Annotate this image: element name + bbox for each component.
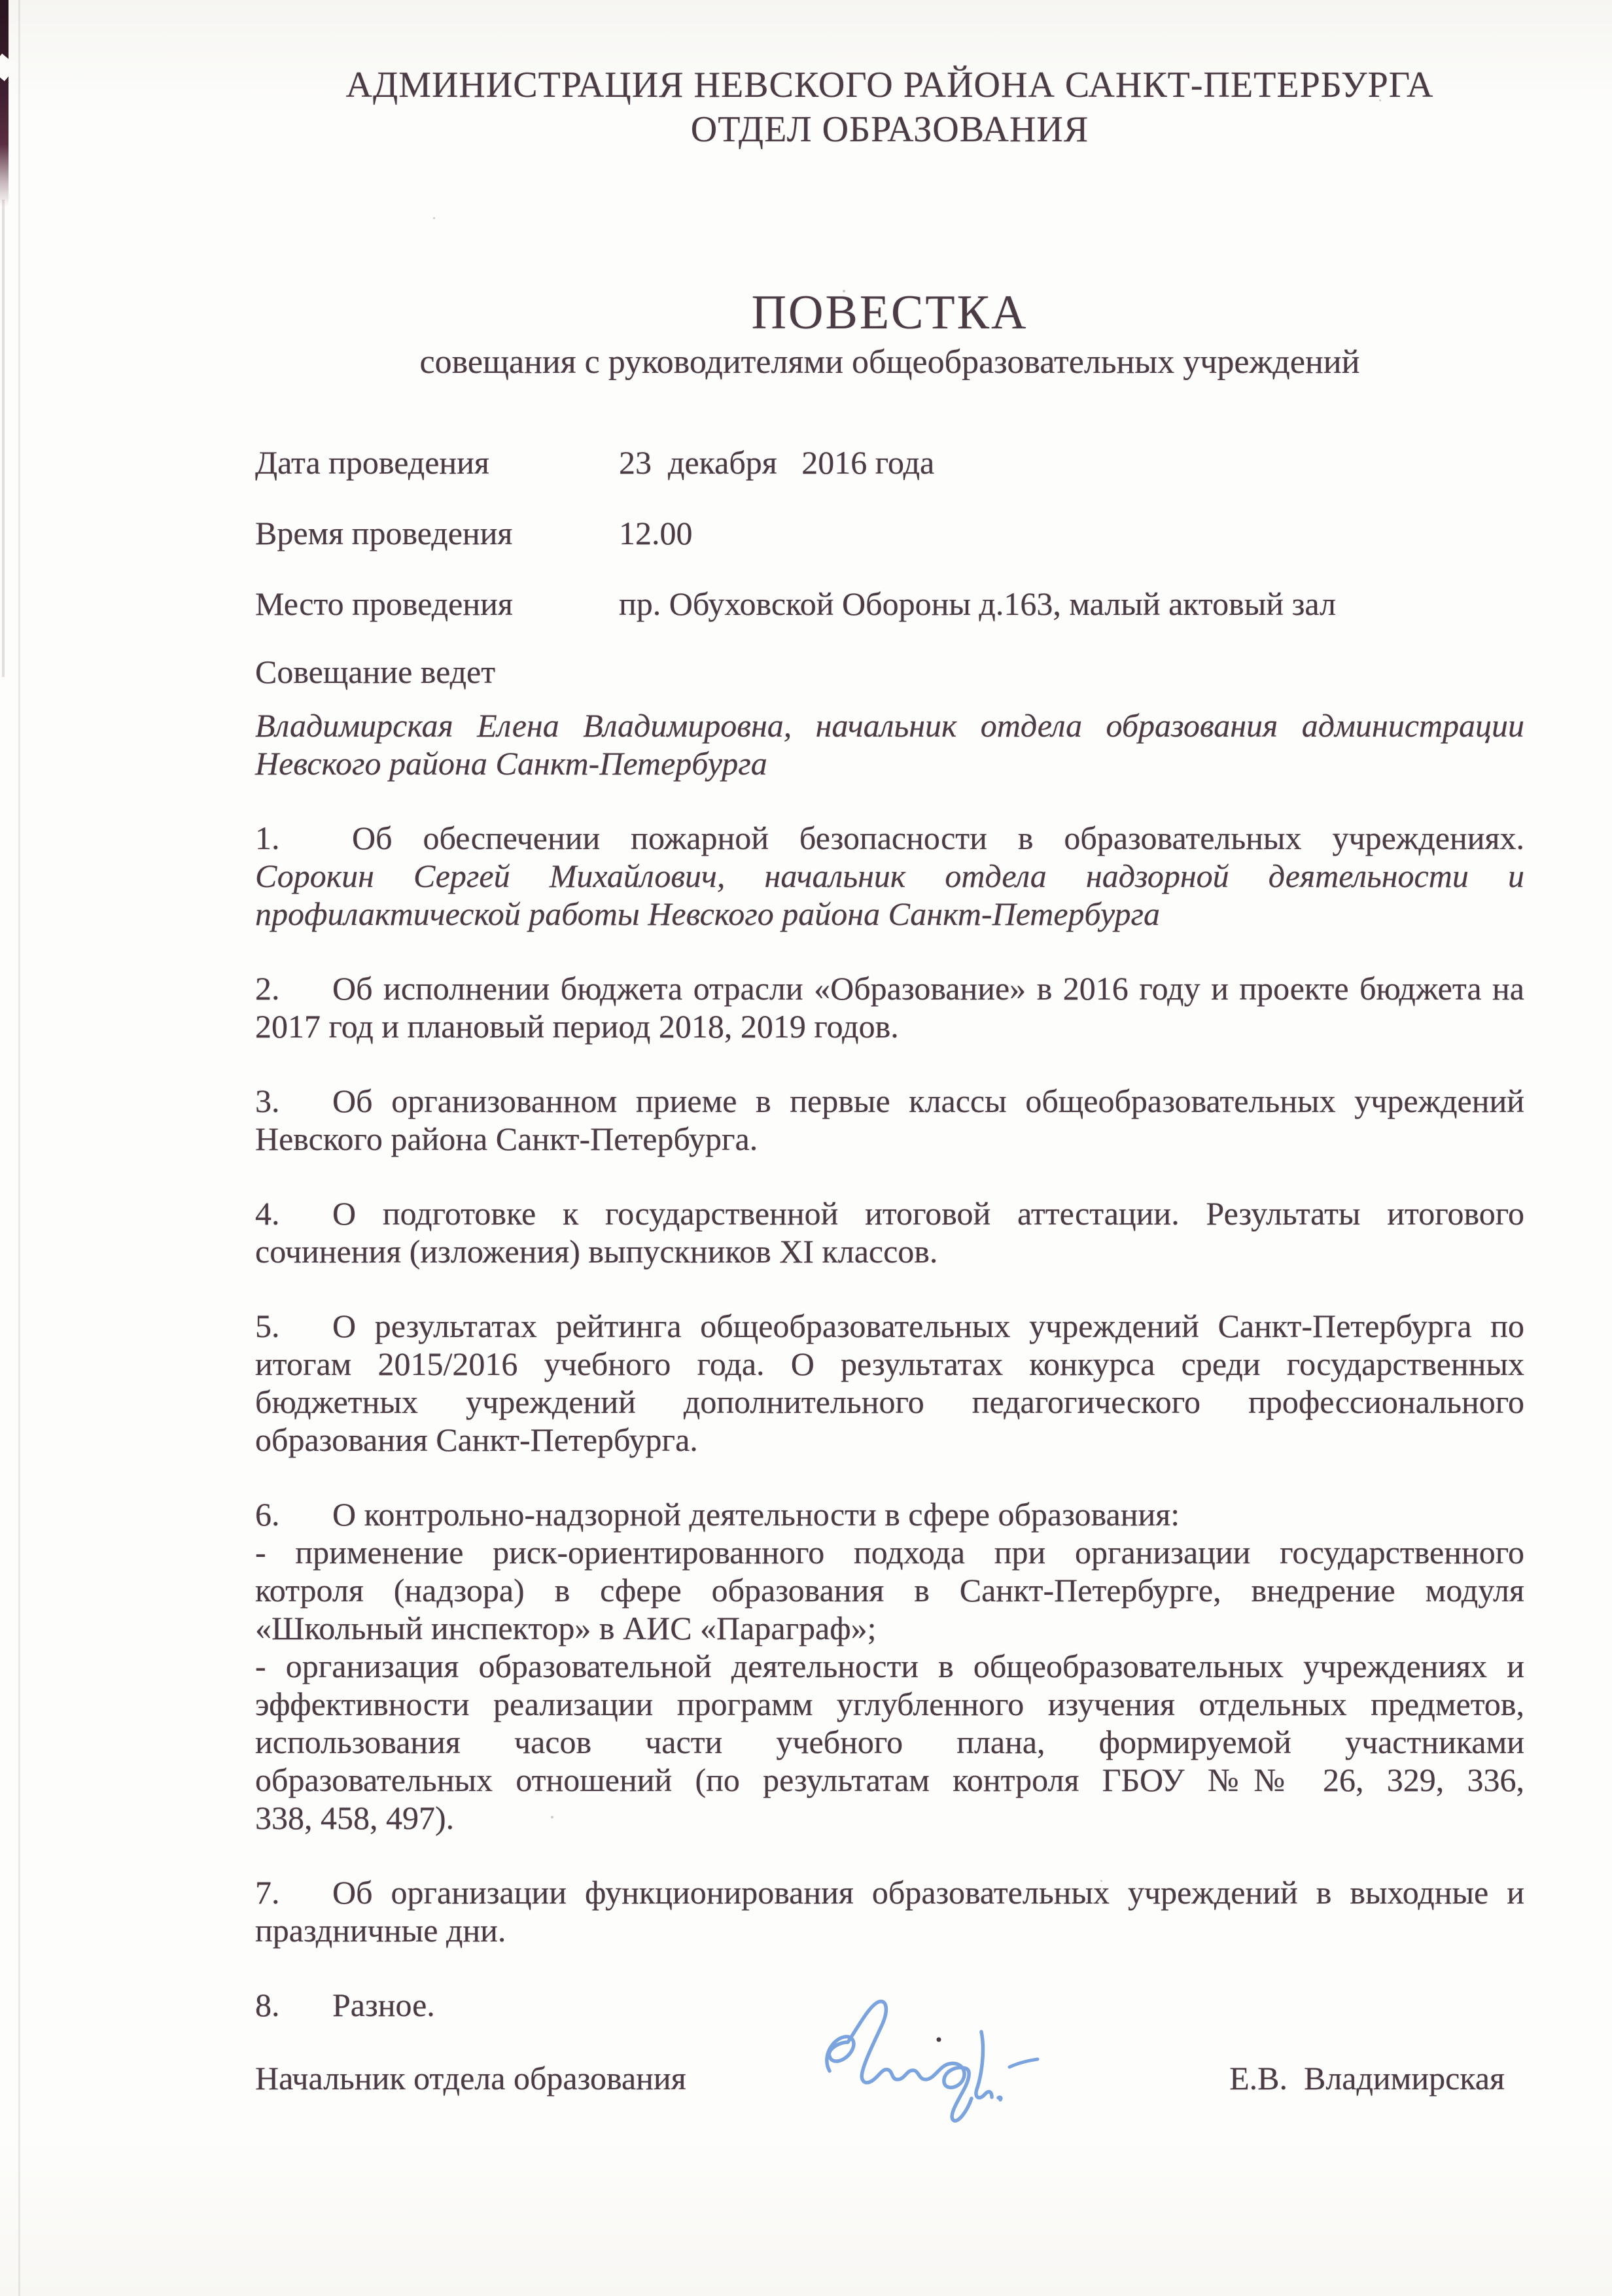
chair-name-line1: Владимирская Елена Владимировна, начальник отдела образования администрации <box>255 707 1524 744</box>
agenda-item-1-line1 <box>255 819 1524 857</box>
agenda-item-8-text: Разное. <box>332 1987 435 2023</box>
agenda-item-5-text: О результатах рейтинга общеобразовательных учреждений Санкт-Петербурга по <box>332 1308 1524 1344</box>
agenda-item-6-number: 6. <box>255 1496 280 1533</box>
agenda-item-7 <box>255 1873 1524 1949</box>
agenda-item-2-number: 2. <box>255 970 280 1007</box>
agenda-item-6-heading-text: О контрольно-надзорной деятельности в сфере образования: <box>332 1496 1180 1533</box>
place-label: Место проведения <box>255 585 513 622</box>
place-value: пр. Обуховской Обороны д.163, малый актовый зал <box>619 585 1336 622</box>
chair-name <box>255 706 1524 782</box>
agenda-item-3-line2: Невского района Санкт-Петербурга. <box>255 1121 758 1157</box>
chair-name-line2: Невского района Санкт-Петербурга <box>255 745 767 782</box>
detail-row-date <box>255 444 1524 481</box>
agenda-item-8-number: 8. <box>255 1987 280 2023</box>
agenda-item-5-number: 5. <box>255 1308 280 1344</box>
time-label: Время проведения <box>255 515 513 551</box>
page-fold-shadow <box>18 0 20 2296</box>
ink-speck <box>937 2038 941 2042</box>
agenda-item-2-line2: 2017 год и плановый период 2018, 2019 годов. <box>255 1008 899 1045</box>
detail-row-time <box>255 514 1524 552</box>
agenda-item-2-line1 <box>255 969 1524 1007</box>
detail-row-place <box>255 585 1524 623</box>
chair-section-label: Совещание ведет <box>255 653 496 690</box>
agenda-item-1-text: Об обеспечении пожарной безопасности в образовательных учреждениях. <box>352 820 1524 856</box>
agenda-item-4 <box>255 1194 1524 1270</box>
meeting-details <box>255 444 1524 655</box>
agenda-item-4-text: О подготовке к государственной итоговой аттестации. Результаты итогового <box>332 1195 1524 1232</box>
agenda-item-2 <box>255 969 1524 1045</box>
document-title: ПОВЕСТКА <box>751 286 1028 339</box>
agenda-item-6-sub2-line4: образовательных отношений (по результатам контроля ГБОУ №№ 26, 329, 336, <box>255 1762 1524 1798</box>
signature-dash <box>1009 2059 1038 2067</box>
document-subtitle: совещания с руководителями общеобразовательных учреждений <box>419 343 1360 381</box>
scan-edge-tail-artifact <box>2 200 5 677</box>
agenda-item-1-speaker-line1: Сорокин Сергей Михайлович, начальник отдела надзорной деятельности и <box>255 858 1524 894</box>
scan-edge-artifact <box>0 0 9 206</box>
agenda-item-5 <box>255 1307 1524 1459</box>
agenda-item-1-number: 1. <box>255 820 280 856</box>
agenda-item-6-sub2-line3: использования часов части учебного плана, формируемой участниками <box>255 1724 1524 1760</box>
signer-name: Е.В. Владимирская <box>1229 2060 1505 2096</box>
letterhead <box>255 63 1524 152</box>
agenda-item-7-number: 7. <box>255 1874 280 1911</box>
agenda-item-5-line1 <box>255 1307 1524 1345</box>
agenda-list <box>255 819 1524 2061</box>
time-value: 12.00 <box>619 515 693 551</box>
agenda-item-5-line3: бюджетных учреждений дополнительного педагогического профессионального <box>255 1383 1524 1420</box>
agenda-item-3-number: 3. <box>255 1083 280 1119</box>
agenda-item-1-speaker-line2: профилактической работы Невского района Санкт-Петербурга <box>255 896 1161 932</box>
agenda-item-6-heading <box>255 1495 1524 1533</box>
agenda-item-6 <box>255 1495 1524 1837</box>
agenda-item-7-line2: праздничные дни. <box>255 1912 506 1949</box>
handwritten-signature <box>810 1994 1045 2134</box>
agenda-item-6-sub2-line2: эффективности реализации программ углубленного изучения отдельных предметов, <box>255 1686 1524 1722</box>
agenda-item-7-line1 <box>255 1873 1524 1911</box>
agenda-item-6-sub1-line2: котроля (надзора) в сфере образования в Санкт-Петербурге, внедрение модуля <box>255 1572 1524 1609</box>
scan-edge-corner-cut <box>0 54 17 81</box>
agenda-item-6-sub2-line5: 338, 458, 497). <box>255 1800 455 1836</box>
agenda-item-4-number: 4. <box>255 1195 280 1232</box>
agenda-item-3 <box>255 1082 1524 1158</box>
signer-position-title: Начальник отдела образования <box>255 2060 686 2096</box>
agenda-item-3-line1 <box>255 1082 1524 1120</box>
agenda-item-2-text: Об исполнении бюджета отрасли «Образование» в 2016 году и проекте бюджета на <box>332 970 1524 1007</box>
org-name-line1: АДМИНИСТРАЦИЯ НЕВСКОГО РАЙОНА САНКТ-ПЕТЕРБУРГА <box>345 65 1434 105</box>
date-value: 23 декабря 2016 года <box>619 444 935 481</box>
agenda-item-3-text: Об организованном приеме в первые классы общеобразовательных учреждений <box>332 1083 1524 1119</box>
org-name-line2: ОТДЕЛ ОБРАЗОВАНИЯ <box>690 109 1089 150</box>
agenda-item-6-sub2-line1: - организация образовательной деятельности в общеобразовательных учреждениях и <box>255 1648 1524 1684</box>
agenda-item-1 <box>255 819 1524 933</box>
date-label: Дата проведения <box>255 444 489 481</box>
agenda-item-6-sub1-line3: «Школьный инспектор» в АИС «Параграф»; <box>255 1610 877 1646</box>
agenda-item-5-line4: образования Санкт-Петербурга. <box>255 1421 698 1458</box>
agenda-item-4-line2: сочинения (изложения) выпускников XI классов. <box>255 1233 938 1270</box>
signature-scribble <box>827 2002 1001 2121</box>
agenda-item-6-sub1-line1: - применение риск-ориентированного подхода при организации государственного <box>255 1534 1524 1571</box>
agenda-item-7-text: Об организации функционирования образовательных учреждений в выходные и <box>332 1874 1524 1911</box>
scan-speck <box>433 217 435 219</box>
agenda-item-4-line1 <box>255 1194 1524 1232</box>
agenda-item-5-line2: итогам 2015/2016 учебного года. О результатах конкурса среди государственных <box>255 1346 1524 1382</box>
